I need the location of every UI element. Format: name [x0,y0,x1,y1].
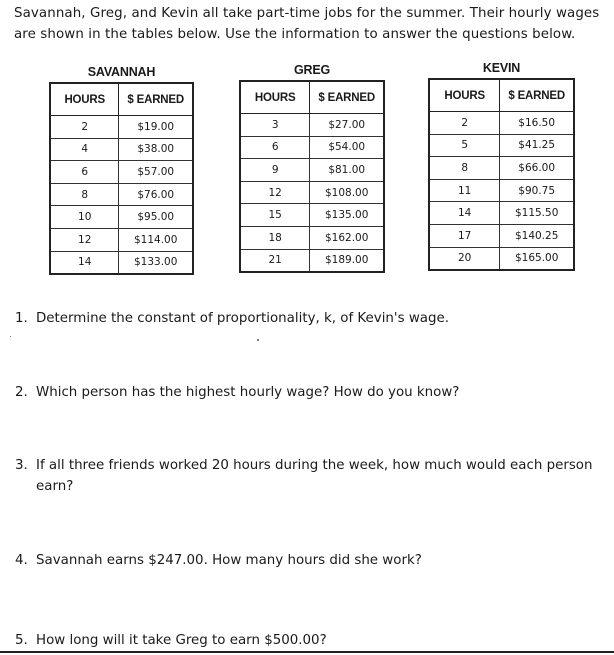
earned-cell: $19.00 [119,116,193,139]
earned-cell: $76.00 [119,183,193,206]
table-row [429,247,574,270]
table-row [429,224,574,247]
greg-table-title: GREG [293,63,330,77]
hours-cell: 12 [240,181,310,204]
savannah-table-title: SAVANNAH [87,65,156,79]
question-5 [15,630,605,651]
greg-table-block [239,60,385,273]
earned-cell: $16.50 [500,112,574,135]
hours-cell: 6 [50,161,119,184]
table-header-row [429,79,574,112]
table-row [429,134,574,157]
table-row [240,226,384,249]
question-text: Determine the constant of proportionality, k, of Kevin's wage. [36,311,449,326]
question-text: Which person has the highest hourly wage? How do you know? [36,385,460,400]
hours-cell: 8 [50,183,119,206]
hours-cell: 14 [429,202,500,225]
hours-cell: 10 [50,206,119,229]
earned-cell: $135.00 [310,204,384,227]
hours-cell: 4 [50,138,119,161]
table-row [240,249,384,272]
table-row [429,112,574,135]
earned-cell: $133.00 [119,251,193,274]
table-row [240,136,384,159]
earned-cell: $81.00 [310,159,384,182]
hours-column-header: HOURS [50,83,119,116]
table-row [50,228,193,251]
scan-speck [257,339,259,341]
hours-cell: 8 [429,157,500,180]
table-row [240,181,384,204]
question-number: 1. [15,311,28,326]
hours-cell: 12 [50,228,119,251]
question-number: 4. [15,553,28,568]
earned-cell: $165.00 [500,247,574,270]
question-2 [15,382,605,403]
table-header-row [50,83,193,116]
earned-cell: $57.00 [119,161,193,184]
hours-cell: 18 [240,226,310,249]
table-row [50,161,193,184]
kevin-wage-table [428,78,575,271]
hours-cell: 2 [50,116,119,139]
hours-cell: 11 [429,179,500,202]
hours-cell: 3 [240,114,310,137]
earned-cell: $38.00 [119,138,193,161]
hours-cell: 14 [50,251,119,274]
question-3 [15,455,605,497]
hours-cell: 21 [240,249,310,272]
table-row [50,138,193,161]
question-number: 2. [15,385,28,400]
hours-cell: 6 [240,136,310,159]
hours-cell: 2 [429,112,500,135]
question-1 [15,308,605,329]
greg-wage-table [239,80,385,273]
table-row [50,206,193,229]
table-row [429,157,574,180]
earned-cell: $41.25 [500,134,574,157]
table-row [429,202,574,225]
question-text: Savannah earns $247.00. How many hours did she work? [36,553,422,568]
table-row [240,204,384,227]
earned-cell: $140.25 [500,224,574,247]
earned-cell: $27.00 [310,114,384,137]
table-row [240,114,384,137]
hours-column-header: HOURS [240,81,310,114]
table-row [50,183,193,206]
hours-cell: 20 [429,247,500,270]
earned-cell: $108.00 [310,181,384,204]
hours-cell: 5 [429,134,500,157]
kevin-table-title: KEVIN [482,61,521,75]
earned-cell: $115.50 [500,202,574,225]
earned-cell: $95.00 [119,206,193,229]
savannah-wage-table [49,82,194,275]
hours-column-header: HOURS [429,79,500,112]
hours-cell: 17 [429,224,500,247]
earned-cell: $66.00 [500,157,574,180]
kevin-table-block [428,58,575,271]
question-number: 5. [15,633,28,648]
earned-column-header: $ EARNED [500,79,574,112]
scan-speck [10,336,11,337]
table-row [50,116,193,139]
savannah-table-block [49,62,194,275]
earned-column-header: $ EARNED [310,81,384,114]
table-header-row [240,81,384,114]
table-row [429,179,574,202]
earned-cell: $54.00 [310,136,384,159]
intro-paragraph: Savannah, Greg, and Kevin all take part-time jobs for the summer. Their hourly wages are shown in the tables below. Use the information to answer the questions below. [14,6,600,42]
hours-cell: 9 [240,159,310,182]
earned-column-header: $ EARNED [119,83,193,116]
earned-cell: $189.00 [310,249,384,272]
earned-cell: $162.00 [310,226,384,249]
question-number: 3. [15,458,28,473]
earned-cell: $114.00 [119,228,193,251]
question-4 [15,550,605,571]
table-row [240,159,384,182]
hours-cell: 15 [240,204,310,227]
question-text: How long will it take Greg to earn $500.00? [36,633,327,648]
earned-cell: $90.75 [500,179,574,202]
table-row [50,251,193,274]
question-text: If all three friends worked 20 hours during the week, how much would each person earn? [36,458,593,494]
page-bottom-rule [0,651,614,653]
